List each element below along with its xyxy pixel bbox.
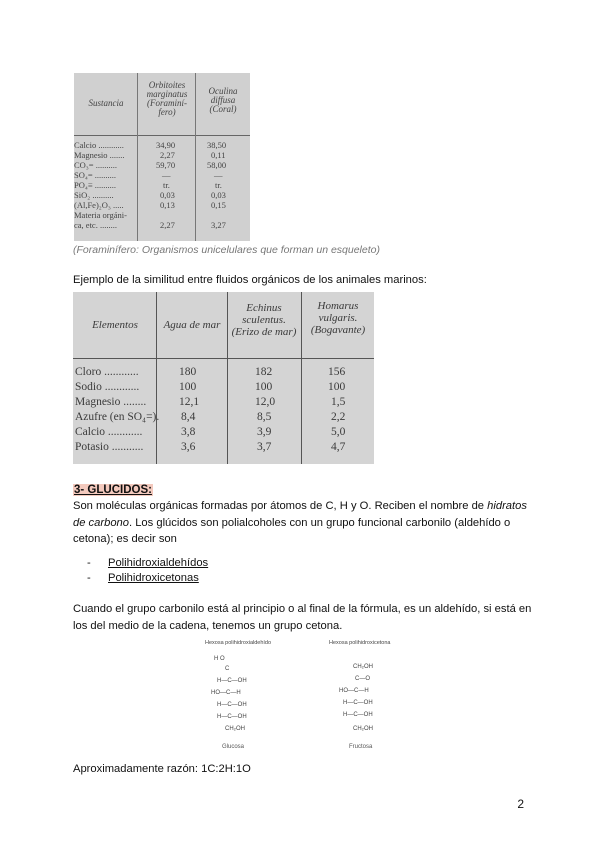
table1-header-substance: Sustancia (88, 98, 124, 108)
table-row: Materia orgáni- (74, 210, 127, 220)
glucose-title: Hexosa polihidroxialdehído (205, 640, 272, 646)
list-item: - Polihidroxialdehídos (87, 557, 209, 569)
chem-line: HO—C—H (339, 688, 369, 694)
scanned-table-foraminifera (74, 73, 250, 241)
chem-line: C (225, 666, 230, 672)
glucose-structure (195, 640, 305, 755)
glucose-name: Glucosa (222, 744, 245, 750)
chem-line: H—C—OH (217, 714, 247, 720)
chem-line: H—C—OH (343, 700, 373, 706)
table2-header-homarus: Homarus vulgaris. (Bogavante) (310, 300, 366, 336)
page-number: 2 (517, 797, 524, 811)
chem-line: H—C—OH (217, 702, 247, 708)
chem-line: CH₂OH (353, 726, 373, 732)
chem-line: H O (214, 656, 225, 662)
section-title: 3- GLUCIDOS: (74, 484, 152, 496)
table-row: Magnesio ........ 12,1 12,0 1,5 (75, 396, 346, 408)
chem-line: H—C—OH (217, 678, 247, 684)
table2-header-echinus: Echinus sculentus. (Erizo de mar) (231, 302, 297, 338)
table-row: Calcio ............ 3,8 3,9 5,0 (75, 426, 346, 438)
fructose-title: Hexosa polihidroxicetona (329, 640, 391, 646)
scanned-table-marine-fluids (73, 292, 374, 464)
intro-paragraph: Ejemplo de la similitud entre fluidos orgánicos de los animales marinos: (73, 274, 427, 286)
table1-header-oculina: Oculina diffusa (Coral) (208, 86, 238, 114)
table-row: ca, etc. ........ 2,27 3,27 (74, 220, 226, 230)
table1-header-orbitoites: Orbitoites marginatus (Foraminí-fero) (146, 80, 188, 117)
table-row: PO₄≡ .......... tr. tr. (74, 180, 222, 190)
figure-caption: (Foraminífero: Organismos unicelulares que forman un esqueleto) (73, 244, 380, 256)
table-row: Potasio ........... 3,6 3,7 4,7 (75, 441, 346, 453)
chem-line: CH₂OH (353, 664, 373, 670)
table2-header-seawater: Agua de mar (163, 319, 221, 331)
fructose-structure (325, 640, 435, 755)
table2-header-elements: Elementos (92, 319, 138, 331)
table-row: SiO₂ .......... 0,03 0,03 (74, 190, 226, 200)
ratio-text: Aproximadamente razón: 1C:2H:1O (73, 763, 251, 775)
table-row: Azufre (en SO₄=). 8,4 8,5 2,2 (75, 411, 346, 423)
fructose-name: Fructosa (349, 744, 373, 750)
table-row: SO₄= .......... — — (74, 170, 223, 180)
list-item: - Polihidroxicetonas (87, 572, 199, 584)
chem-line: CH₂OH (225, 726, 245, 732)
glucidos-paragraph: Son moléculas orgánicas formadas por átomos de C, H y O. Reciben el nombre de hidratos de carbono. Los glúcidos son polialcoholes con un grupo funcional carbonilo (aldehído o cetona); es decir son (73, 500, 527, 545)
table-row: Sodio ............ 100 100 100 (75, 381, 346, 393)
table-row: Magnesio ....... 2,27 0,11 (74, 150, 226, 160)
table-row: CO₃= .......... 59,70 58,00 (74, 160, 227, 170)
table-row: Calcio ............ 34,90 38,50 (74, 140, 227, 150)
table-row: (Al,Fe)₂O₃ ..... 0,13 0,15 (74, 200, 226, 210)
chem-line: H—C—OH (343, 712, 373, 718)
carbonyl-paragraph: Cuando el grupo carbonilo está al principio o al final de la fórmula, es un aldehído, si está en los del medio de la cadena, tenemos un grupo cetona. (73, 603, 532, 632)
chem-line: HO—C—H (211, 690, 241, 696)
table-row: Cloro ............ 180 182 156 (75, 366, 346, 378)
chem-line: C—O (355, 676, 370, 682)
